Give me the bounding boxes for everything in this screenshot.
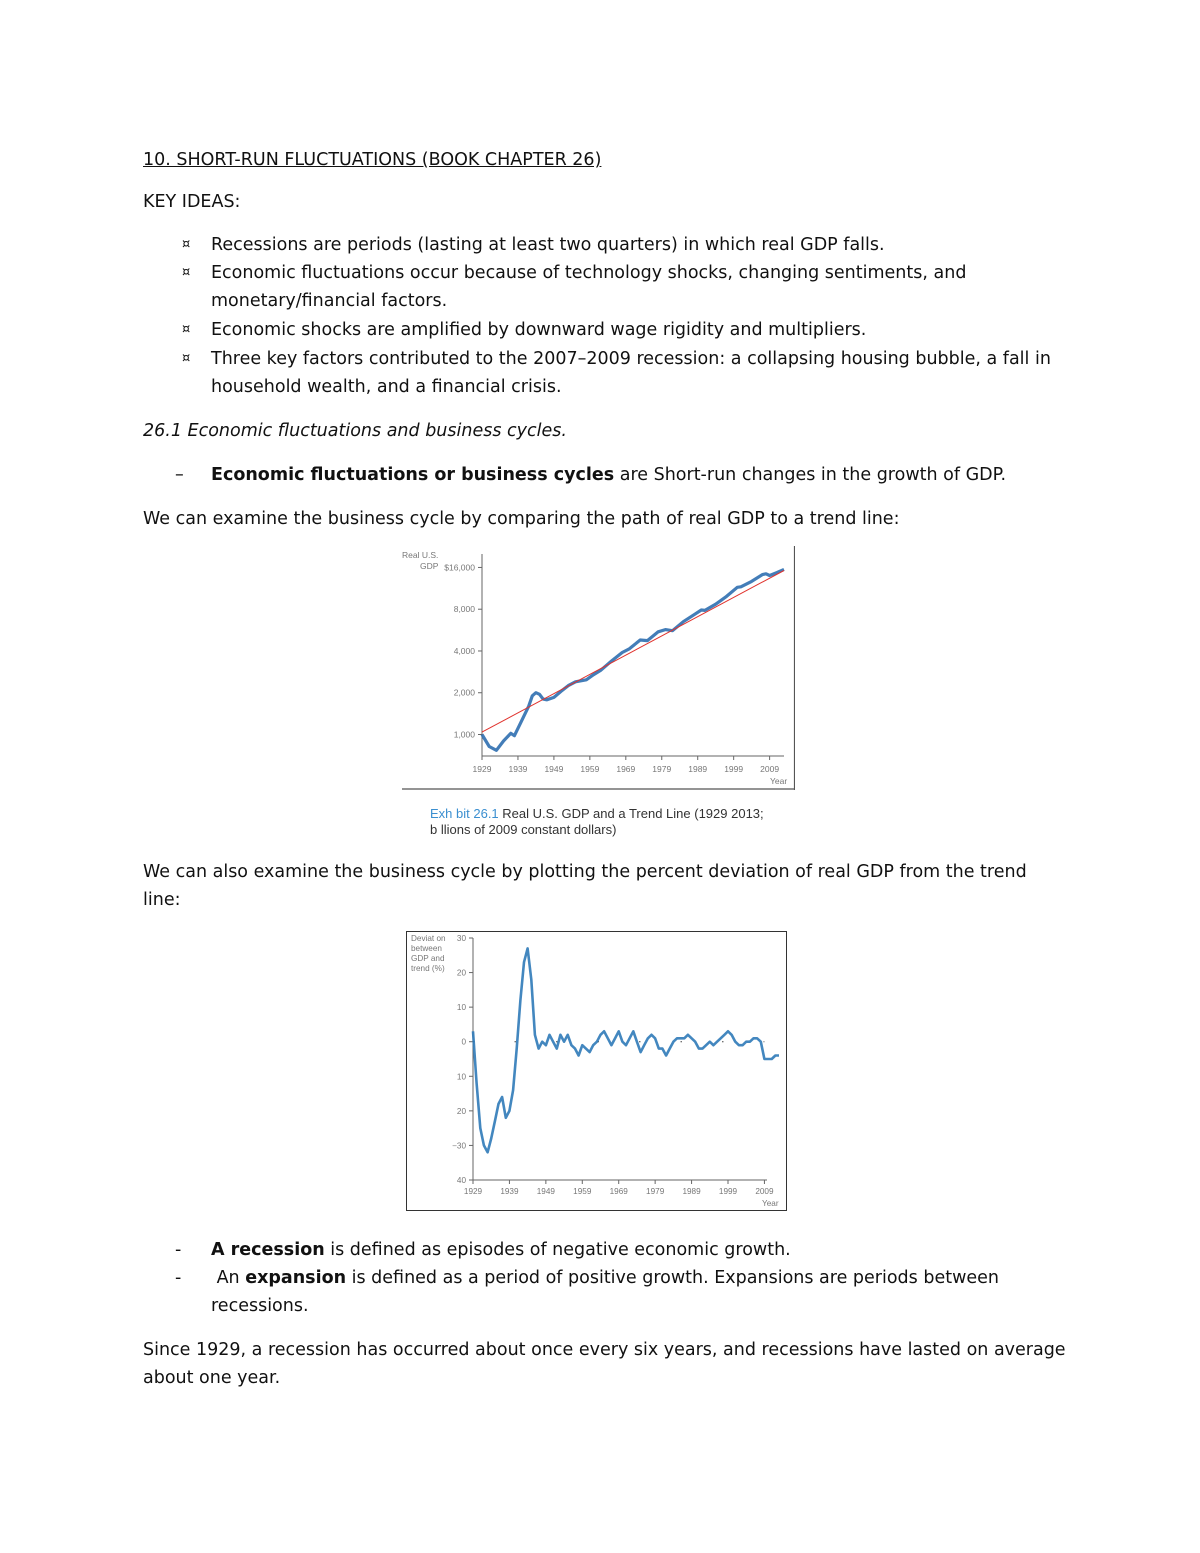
bullet-icon: ¤ xyxy=(182,237,191,252)
key-idea-item: Recessions are periods (lasting at least two quarters) in which real GDP falls. xyxy=(211,235,885,255)
figure-caption xyxy=(430,806,764,838)
bullet-icon: ¤ xyxy=(182,265,191,280)
key-idea-item-cont: monetary/financial factors. xyxy=(211,291,448,311)
y-tick-label: 1,000 xyxy=(453,729,475,740)
y-tick-label: 30 xyxy=(456,934,466,943)
dash-icon: - xyxy=(175,1268,182,1288)
dash-icon: - xyxy=(175,1240,182,1260)
definition-text: is defined as a period of positive growth. Expansions are periods between xyxy=(346,1268,1000,1288)
definition-recession xyxy=(211,1236,791,1264)
x-tick-label: 1969 xyxy=(609,1187,628,1196)
definition-business-cycles xyxy=(211,461,1006,489)
paragraph-deviation-intro-2: line: xyxy=(143,890,181,910)
paragraph-trend-intro: We can examine the business cycle by comparing the path of real GDP to a trend line: xyxy=(143,509,900,529)
section-heading: 26.1 Economic fluctuations and business cycles. xyxy=(143,421,567,441)
y-axis-label-line: Real U.S. xyxy=(402,550,439,560)
deviation-series-line xyxy=(473,948,779,1152)
gdp-trend-chart-svg xyxy=(402,546,795,790)
term-expansion: expansion xyxy=(245,1268,347,1288)
definition-text: is defined as episodes of negative economic growth. xyxy=(324,1240,791,1260)
x-tick-label: 1969 xyxy=(616,764,636,774)
definition-expansion xyxy=(211,1264,999,1292)
caption-line-2: b llions of 2009 constant dollars) xyxy=(430,822,617,837)
y-tick-label: 20 xyxy=(456,968,466,978)
y-tick-label: 0 xyxy=(461,1037,466,1047)
key-ideas-label: KEY IDEAS: xyxy=(143,192,241,212)
caption-line-1 xyxy=(430,806,764,822)
y-axis-label-line: GDP and xyxy=(411,954,445,963)
key-idea-item: Economic shocks are amplified by downward wage rigidity and multipliers. xyxy=(211,320,867,340)
y-tick-label: 10 xyxy=(456,1072,466,1082)
x-tick-label: 1999 xyxy=(724,764,744,774)
y-tick-label: $16,000 xyxy=(444,562,475,573)
dash-icon: – xyxy=(175,465,184,485)
y-axis-label-line: trend (%) xyxy=(411,964,445,973)
x-tick-label: 1949 xyxy=(544,764,564,774)
x-tick-label: 1959 xyxy=(580,764,600,774)
x-tick-label: 1939 xyxy=(500,1187,519,1196)
closing-paragraph-2: about one year. xyxy=(143,1368,281,1388)
key-idea-item: Three key factors contributed to the 2007–2009 recession: a collapsing housing bubble, a fall in xyxy=(211,349,1051,369)
deviation-chart-svg xyxy=(407,932,785,1209)
definition-prefix: An xyxy=(211,1268,246,1288)
y-tick-label: 4,000 xyxy=(453,645,475,656)
x-tick-label: 1989 xyxy=(682,1187,701,1196)
closing-paragraph-1: Since 1929, a recession has occurred about once every six years, and recessions have lasted on average xyxy=(143,1340,1066,1360)
x-tick-label: 1929 xyxy=(463,1187,483,1196)
x-tick-label: 1949 xyxy=(536,1187,555,1196)
bullet-icon: ¤ xyxy=(182,322,191,337)
y-tick-label: 8,000 xyxy=(453,604,475,615)
y-tick-label: 2,000 xyxy=(453,687,475,698)
x-tick-label: 2009 xyxy=(760,764,780,774)
term-business-cycles: Economic fluctuations or business cycles xyxy=(211,465,615,485)
y-tick-label: 20 xyxy=(456,1106,466,1116)
y-tick-label: −30 xyxy=(452,1141,466,1151)
x-axis-label: Year xyxy=(770,776,788,786)
gdp-trend-chart xyxy=(402,546,795,790)
x-axis-label: Year xyxy=(762,1199,779,1208)
x-tick-label: 1999 xyxy=(718,1187,738,1196)
gdp-series-line xyxy=(482,569,784,750)
y-axis-label-line: between xyxy=(411,944,442,953)
definition-expansion-cont: recessions. xyxy=(211,1296,309,1316)
trend-series-line xyxy=(482,571,784,733)
y-axis-label-line: Deviat on xyxy=(411,934,446,943)
x-tick-label: 1929 xyxy=(472,764,492,774)
x-tick-label: 2009 xyxy=(755,1187,774,1196)
deviation-chart xyxy=(406,931,787,1211)
page-title: 10. SHORT-RUN FLUCTUATIONS (BOOK CHAPTER 26) xyxy=(143,150,602,170)
x-tick-label: 1959 xyxy=(573,1187,592,1196)
caption-title: Real U.S. GDP and a Trend Line (1929 2013; xyxy=(498,806,764,821)
exhibit-label: Exh bit 26.1 xyxy=(430,806,499,821)
definition-text: are Short-run changes in the growth of GDP. xyxy=(614,465,1007,485)
x-tick-label: 1989 xyxy=(688,764,708,774)
paragraph-deviation-intro-1: We can also examine the business cycle by plotting the percent deviation of real GDP from the trend xyxy=(143,862,1027,882)
y-tick-label: 40 xyxy=(456,1176,466,1185)
y-tick-label: 10 xyxy=(456,1003,466,1013)
x-tick-label: 1979 xyxy=(646,1187,665,1196)
x-tick-label: 1939 xyxy=(508,764,528,774)
key-idea-item: Economic fluctuations occur because of technology shocks, changing sentiments, and xyxy=(211,263,967,283)
bullet-icon: ¤ xyxy=(182,351,191,366)
key-idea-item-cont: household wealth, and a financial crisis. xyxy=(211,377,562,397)
x-tick-label: 1979 xyxy=(652,764,672,774)
y-axis-label-line: GDP xyxy=(420,561,439,571)
term-recession: A recession xyxy=(211,1240,325,1260)
